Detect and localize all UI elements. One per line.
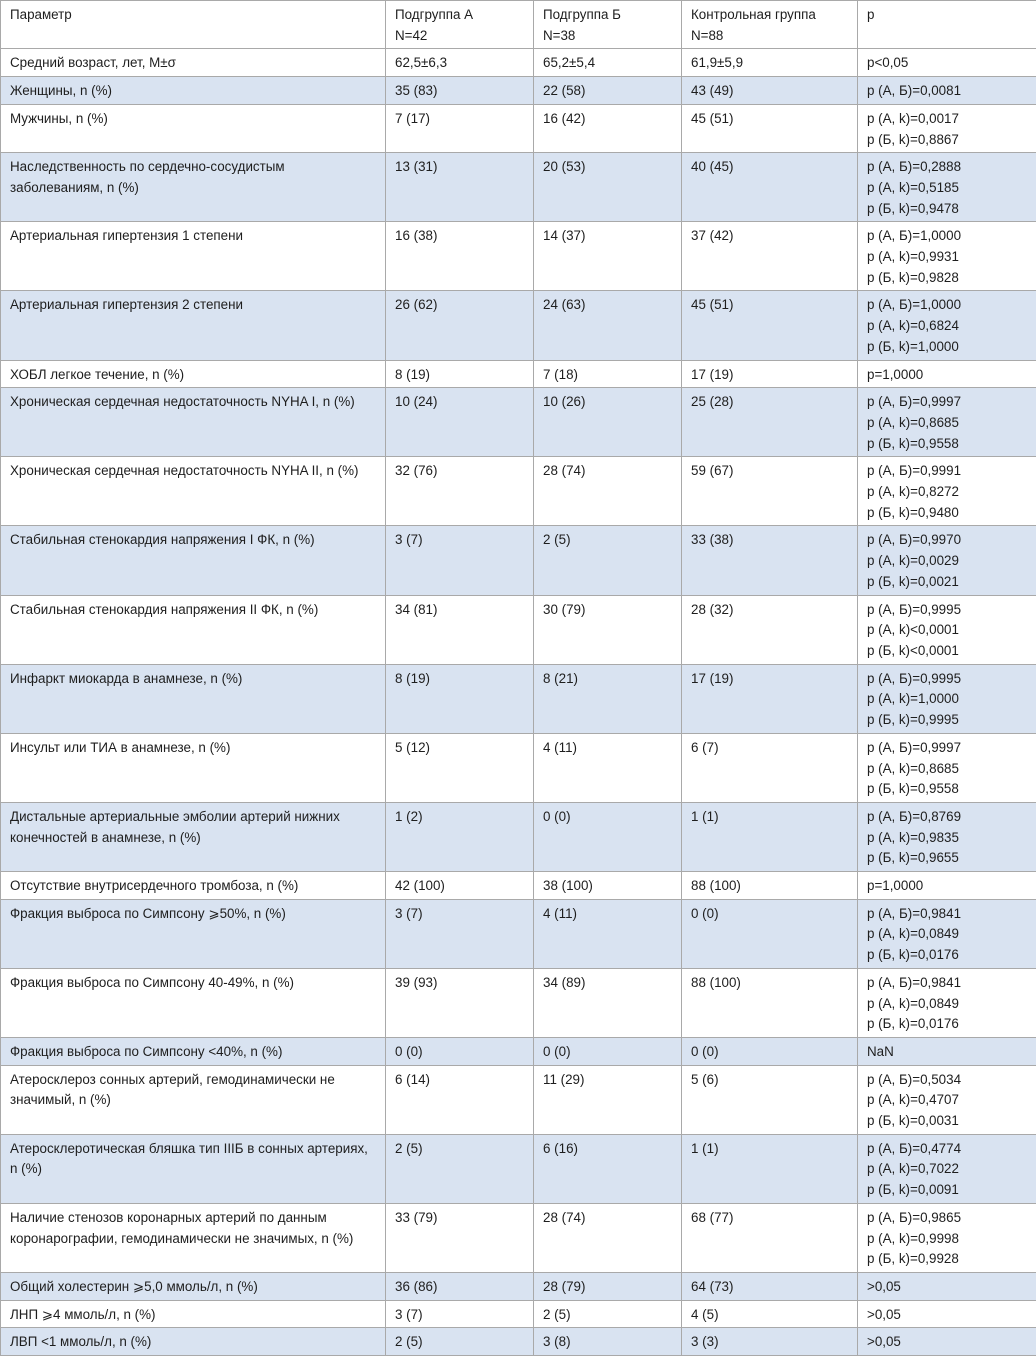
cell-param: Наследственность по сердечно-сосудистым заболеваниям, n (%) <box>1 153 386 222</box>
table-row <box>1 222 1036 291</box>
cell-p: >0,05 <box>858 1328 1036 1356</box>
cell-group-a: 6 (14) <box>386 1065 534 1134</box>
cell-param: Фракция выброса по Симпсону 40-49%, n (%) <box>1 968 386 1037</box>
cell-control: 64 (73) <box>682 1272 858 1300</box>
table-row <box>1 360 1036 388</box>
cell-param: Артериальная гипертензия 1 степени <box>1 222 386 291</box>
cell-p: >0,05 <box>858 1272 1036 1300</box>
cell-control: 0 (0) <box>682 1037 858 1065</box>
cell-control: 4 (5) <box>682 1300 858 1328</box>
header-cell-param: Параметр <box>1 1 386 49</box>
cell-control: 68 (77) <box>682 1203 858 1272</box>
table-row <box>1 1203 1036 1272</box>
cell-p: p (А, Б)=1,0000 p (А, k)=0,9931 p (Б, k)=0,9828 <box>858 222 1036 291</box>
cell-param: ХОБЛ легкое течение, n (%) <box>1 360 386 388</box>
cell-group-b: 11 (29) <box>534 1065 682 1134</box>
cell-group-a: 34 (81) <box>386 595 534 664</box>
cell-control: 40 (45) <box>682 153 858 222</box>
cell-control: 59 (67) <box>682 457 858 526</box>
cell-param: ЛВП <1 ммоль/л, n (%) <box>1 1328 386 1356</box>
table-row <box>1 457 1036 526</box>
table-row <box>1 526 1036 595</box>
cell-group-b: 34 (89) <box>534 968 682 1037</box>
cell-group-a: 42 (100) <box>386 872 534 900</box>
header-row <box>1 1 1036 49</box>
cell-group-a: 2 (5) <box>386 1134 534 1203</box>
cell-control: 45 (51) <box>682 104 858 152</box>
cell-group-b: 2 (5) <box>534 1300 682 1328</box>
table-row <box>1 1037 1036 1065</box>
cell-group-a: 3 (7) <box>386 526 534 595</box>
cell-p: p (А, Б)=0,9995 p (А, k)<0,0001 p (Б, k)<0,0001 <box>858 595 1036 664</box>
cell-group-b: 20 (53) <box>534 153 682 222</box>
header-cell-control: Контрольная группа N=88 <box>682 1 858 49</box>
cell-group-b: 30 (79) <box>534 595 682 664</box>
cell-p: p (А, Б)=0,8769 p (А, k)=0,9835 p (Б, k)=0,9655 <box>858 802 1036 871</box>
cell-param: Стабильная стенокардия напряжения I ФК, n (%) <box>1 526 386 595</box>
cell-param: Наличие стенозов коронарных артерий по данным коронарографии, гемодинамически не значимых, n (%) <box>1 1203 386 1272</box>
table-row <box>1 77 1036 105</box>
cell-group-a: 62,5±6,3 <box>386 49 534 77</box>
cell-control: 88 (100) <box>682 872 858 900</box>
header-cell-p: p <box>858 1 1036 49</box>
cell-param: Фракция выброса по Симпсону ⩾50%, n (%) <box>1 899 386 968</box>
cell-p: p=1,0000 <box>858 872 1036 900</box>
cell-param: Средний возраст, лет, M±σ <box>1 49 386 77</box>
cell-control: 5 (6) <box>682 1065 858 1134</box>
table-row <box>1 1328 1036 1356</box>
cell-group-b: 8 (21) <box>534 664 682 733</box>
cell-control: 17 (19) <box>682 664 858 733</box>
cell-group-a: 39 (93) <box>386 968 534 1037</box>
table-row <box>1 388 1036 457</box>
cell-group-b: 22 (58) <box>534 77 682 105</box>
cell-group-b: 2 (5) <box>534 526 682 595</box>
cell-group-a: 16 (38) <box>386 222 534 291</box>
cell-p: p (А, Б)=0,9995 p (А, k)=1,0000 p (Б, k)=0,9995 <box>858 664 1036 733</box>
cell-p: p (А, Б)=1,0000 p (А, k)=0,6824 p (Б, k)=1,0000 <box>858 291 1036 360</box>
cell-group-b: 0 (0) <box>534 802 682 871</box>
cell-p: p (А, Б)=0,9997 p (А, k)=0,8685 p (Б, k)=0,9558 <box>858 733 1036 802</box>
cell-p: p=1,0000 <box>858 360 1036 388</box>
cell-p: p<0,05 <box>858 49 1036 77</box>
table-row <box>1 733 1036 802</box>
cell-param: Мужчины, n (%) <box>1 104 386 152</box>
cell-param: Артериальная гипертензия 2 степени <box>1 291 386 360</box>
cell-param: Фракция выброса по Симпсону <40%, n (%) <box>1 1037 386 1065</box>
header-cell-group-a: Подгруппа А N=42 <box>386 1 534 49</box>
cell-group-b: 7 (18) <box>534 360 682 388</box>
cell-group-a: 1 (2) <box>386 802 534 871</box>
cell-group-a: 3 (7) <box>386 1300 534 1328</box>
cell-control: 1 (1) <box>682 802 858 871</box>
cell-group-b: 28 (74) <box>534 457 682 526</box>
cell-group-a: 2 (5) <box>386 1328 534 1356</box>
cell-param: Дистальные артериальные эмболии артерий нижних конечностей в анамнезе, n (%) <box>1 802 386 871</box>
cell-param: ЛНП ⩾4 ммоль/л, n (%) <box>1 1300 386 1328</box>
cell-param: Атеросклеротическая бляшка тип IIIБ в сонных артериях, n (%) <box>1 1134 386 1203</box>
cell-p: p (А, Б)=0,9841 p (А, k)=0,0849 p (Б, k)=0,0176 <box>858 899 1036 968</box>
table-row <box>1 104 1036 152</box>
cell-param: Инсульт или ТИА в анамнезе, n (%) <box>1 733 386 802</box>
cell-group-a: 10 (24) <box>386 388 534 457</box>
cell-group-a: 8 (19) <box>386 360 534 388</box>
table-row <box>1 1272 1036 1300</box>
cell-group-a: 35 (83) <box>386 77 534 105</box>
cell-p: p (А, Б)=0,2888 p (А, k)=0,5185 p (Б, k)=0,9478 <box>858 153 1036 222</box>
table-row <box>1 49 1036 77</box>
cell-p: p (А, Б)=0,9970 p (А, k)=0,0029 p (Б, k)=0,0021 <box>858 526 1036 595</box>
cell-param: Инфаркт миокарда в анамнезе, n (%) <box>1 664 386 733</box>
cell-group-b: 65,2±5,4 <box>534 49 682 77</box>
cell-group-a: 33 (79) <box>386 1203 534 1272</box>
cell-group-b: 28 (74) <box>534 1203 682 1272</box>
cell-group-a: 32 (76) <box>386 457 534 526</box>
cell-group-b: 28 (79) <box>534 1272 682 1300</box>
cell-group-a: 8 (19) <box>386 664 534 733</box>
cell-control: 88 (100) <box>682 968 858 1037</box>
table-row <box>1 664 1036 733</box>
table-row <box>1 899 1036 968</box>
cell-param: Стабильная стенокардия напряжения II ФК, n (%) <box>1 595 386 664</box>
table-row <box>1 1134 1036 1203</box>
cell-group-b: 0 (0) <box>534 1037 682 1065</box>
table-row <box>1 872 1036 900</box>
cell-group-b: 24 (63) <box>534 291 682 360</box>
cell-param: Общий холестерин ⩾5,0 ммоль/л, n (%) <box>1 1272 386 1300</box>
table-row <box>1 1065 1036 1134</box>
cell-group-a: 0 (0) <box>386 1037 534 1065</box>
cell-group-a: 36 (86) <box>386 1272 534 1300</box>
cell-group-b: 38 (100) <box>534 872 682 900</box>
table-row <box>1 153 1036 222</box>
cell-control: 6 (7) <box>682 733 858 802</box>
cell-p: p (А, Б)=0,9865 p (А, k)=0,9998 p (Б, k)=0,9928 <box>858 1203 1036 1272</box>
cell-param: Хроническая сердечная недостаточность NYHA I, n (%) <box>1 388 386 457</box>
table-row <box>1 291 1036 360</box>
cell-control: 28 (32) <box>682 595 858 664</box>
cell-p: p (А, Б)=0,9841 p (А, k)=0,0849 p (Б, k)=0,0176 <box>858 968 1036 1037</box>
cell-param: Атеросклероз сонных артерий, гемодинамически не значимый, n (%) <box>1 1065 386 1134</box>
table-row <box>1 802 1036 871</box>
cell-group-a: 26 (62) <box>386 291 534 360</box>
cell-control: 37 (42) <box>682 222 858 291</box>
cell-param: Женщины, n (%) <box>1 77 386 105</box>
cell-group-b: 4 (11) <box>534 733 682 802</box>
cell-group-b: 6 (16) <box>534 1134 682 1203</box>
cell-p: p (А, Б)=0,5034 p (А, k)=0,4707 p (Б, k)=0,0031 <box>858 1065 1036 1134</box>
cell-group-b: 4 (11) <box>534 899 682 968</box>
table-row <box>1 1300 1036 1328</box>
cell-control: 1 (1) <box>682 1134 858 1203</box>
table-row <box>1 595 1036 664</box>
table-row <box>1 968 1036 1037</box>
cell-param: Отсутствие внутрисердечного тромбоза, n (%) <box>1 872 386 900</box>
cell-p: p (А, k)=0,0017 p (Б, k)=0,8867 <box>858 104 1036 152</box>
cell-control: 17 (19) <box>682 360 858 388</box>
cell-group-a: 7 (17) <box>386 104 534 152</box>
cell-p: p (А, Б)=0,4774 p (А, k)=0,7022 p (Б, k)=0,0091 <box>858 1134 1036 1203</box>
cell-group-b: 10 (26) <box>534 388 682 457</box>
cell-control: 45 (51) <box>682 291 858 360</box>
cell-group-a: 13 (31) <box>386 153 534 222</box>
cell-group-a: 5 (12) <box>386 733 534 802</box>
cell-group-a: 3 (7) <box>386 899 534 968</box>
cell-control: 61,9±5,9 <box>682 49 858 77</box>
cell-p: p (А, Б)=0,0081 <box>858 77 1036 105</box>
cell-group-b: 16 (42) <box>534 104 682 152</box>
cell-control: 0 (0) <box>682 899 858 968</box>
cell-p: NaN <box>858 1037 1036 1065</box>
cell-group-b: 3 (8) <box>534 1328 682 1356</box>
cell-p: p (А, Б)=0,9997 p (А, k)=0,8685 p (Б, k)=0,9558 <box>858 388 1036 457</box>
cell-control: 3 (3) <box>682 1328 858 1356</box>
cell-group-b: 14 (37) <box>534 222 682 291</box>
header-cell-group-b: Подгруппа Б N=38 <box>534 1 682 49</box>
cell-control: 43 (49) <box>682 77 858 105</box>
cell-control: 25 (28) <box>682 388 858 457</box>
cell-p: >0,05 <box>858 1300 1036 1328</box>
cell-param: Хроническая сердечная недостаточность NYHA II, n (%) <box>1 457 386 526</box>
cell-p: p (А, Б)=0,9991 p (А, k)=0,8272 p (Б, k)=0,9480 <box>858 457 1036 526</box>
cell-control: 33 (38) <box>682 526 858 595</box>
